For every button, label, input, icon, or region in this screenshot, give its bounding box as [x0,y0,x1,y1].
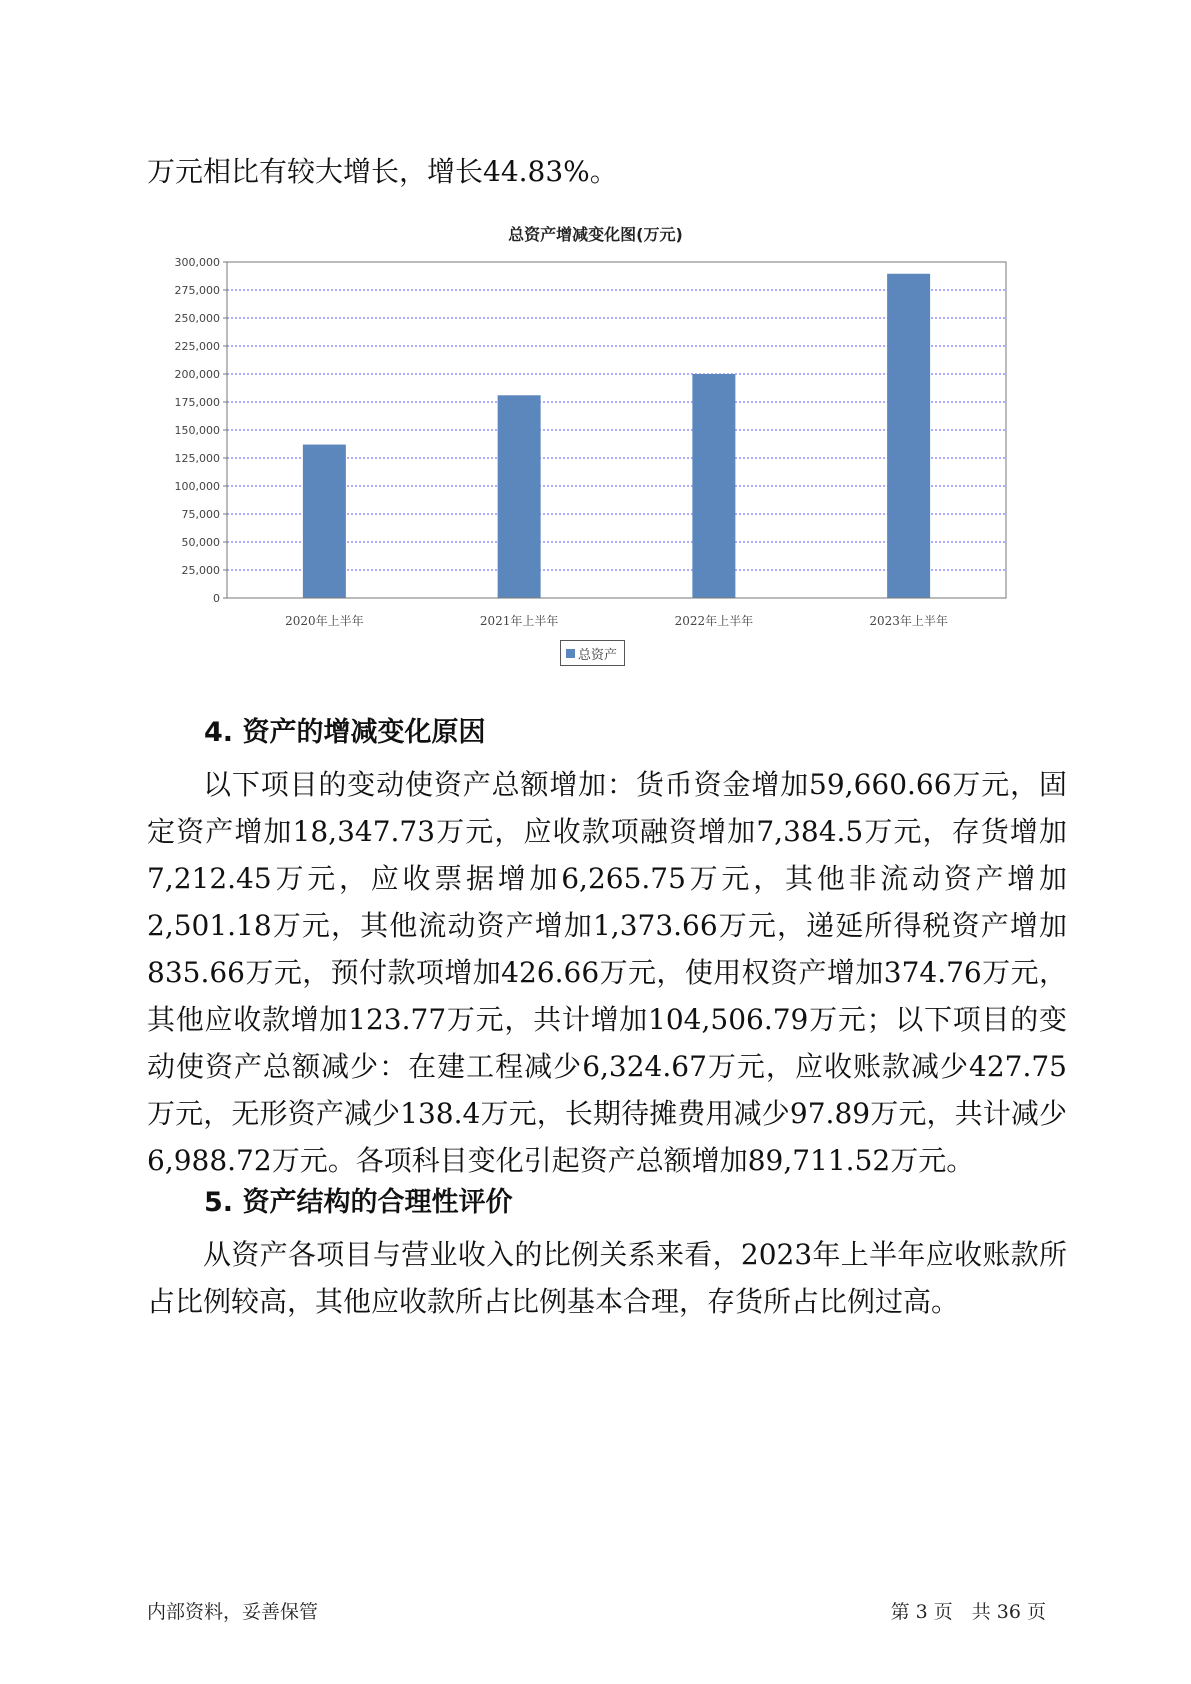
x-tick-label: 2023年上半年 [869,614,948,628]
chart-bars [303,274,930,598]
chart-legend [560,640,625,666]
y-tick-label: 225,000 [174,340,220,353]
section-4-body: 以下项目的变动使资产总额增加：货币资金增加59,660.66万元，固定资产增加18,347.73万元，应收款项融资增加7,384.5万元，存货增加7,212.45万元，应收票据增加6,265.75万元，其他非流动资产增加2,501.18万元，其他流动资产增加1,373.66万元，递延所得税资产增加835.66万元，预付款项增加426.66万元，使用权资产增加374.76万元，其他应收款增加123.77万元，共计增加104,506.79万元；以下项目的变动使资产总额减少：在建工程减少6,324.67万元，应收账款减少427.75万元，无形资产减少138.4万元，长期待摊费用减少97.89万元，共计减少6,988.72万元。各项科目变化引起资产总额增加89,711.52万元。 [147,768,1067,1177]
bar-chart [0,0,1191,640]
y-tick-label: 0 [213,592,220,605]
x-tick-label: 2020年上半年 [285,614,364,628]
chart-title: 总资产增减变化图(万元) [508,225,683,244]
chart-y-ticks [175,256,228,605]
intro-paragraph: 万元相比有较大增长，增长44.83%。 [147,155,618,188]
y-tick-label: 50,000 [181,536,220,549]
footer-confidential-note: 内部资料，妥善保管 [147,1601,319,1623]
y-tick-label: 75,000 [181,508,220,521]
legend-swatch [566,649,575,658]
footer-page-number: 第 3 页 共 36 页 [890,1601,1046,1623]
y-tick-label: 300,000 [174,256,220,269]
y-tick-label: 200,000 [174,368,220,381]
bar [692,374,735,598]
section-5-body: 从资产各项目与营业收入的比例关系来看，2023年上半年应收账款所占比例较高，其他应收款所占比例基本合理，存货所占比例过高。 [147,1238,1067,1318]
bar [498,395,541,598]
section-4-heading: 4. 资产的增减变化原因 [204,717,486,748]
section-5-heading: 5. 资产结构的合理性评价 [204,1187,513,1218]
y-tick-label: 100,000 [174,480,220,493]
y-tick-label: 25,000 [181,564,220,577]
x-tick-label: 2021年上半年 [479,614,559,628]
y-tick-label: 125,000 [174,452,220,465]
legend-label: 总资产 [578,647,618,663]
x-tick-label: 2022年上半年 [674,614,754,628]
bar [303,445,346,598]
y-tick-label: 275,000 [174,284,220,297]
y-tick-label: 250,000 [174,312,220,325]
chart-x-ticks [285,613,948,628]
y-tick-label: 175,000 [174,396,220,409]
bar [887,274,930,598]
y-tick-label: 150,000 [174,424,220,437]
